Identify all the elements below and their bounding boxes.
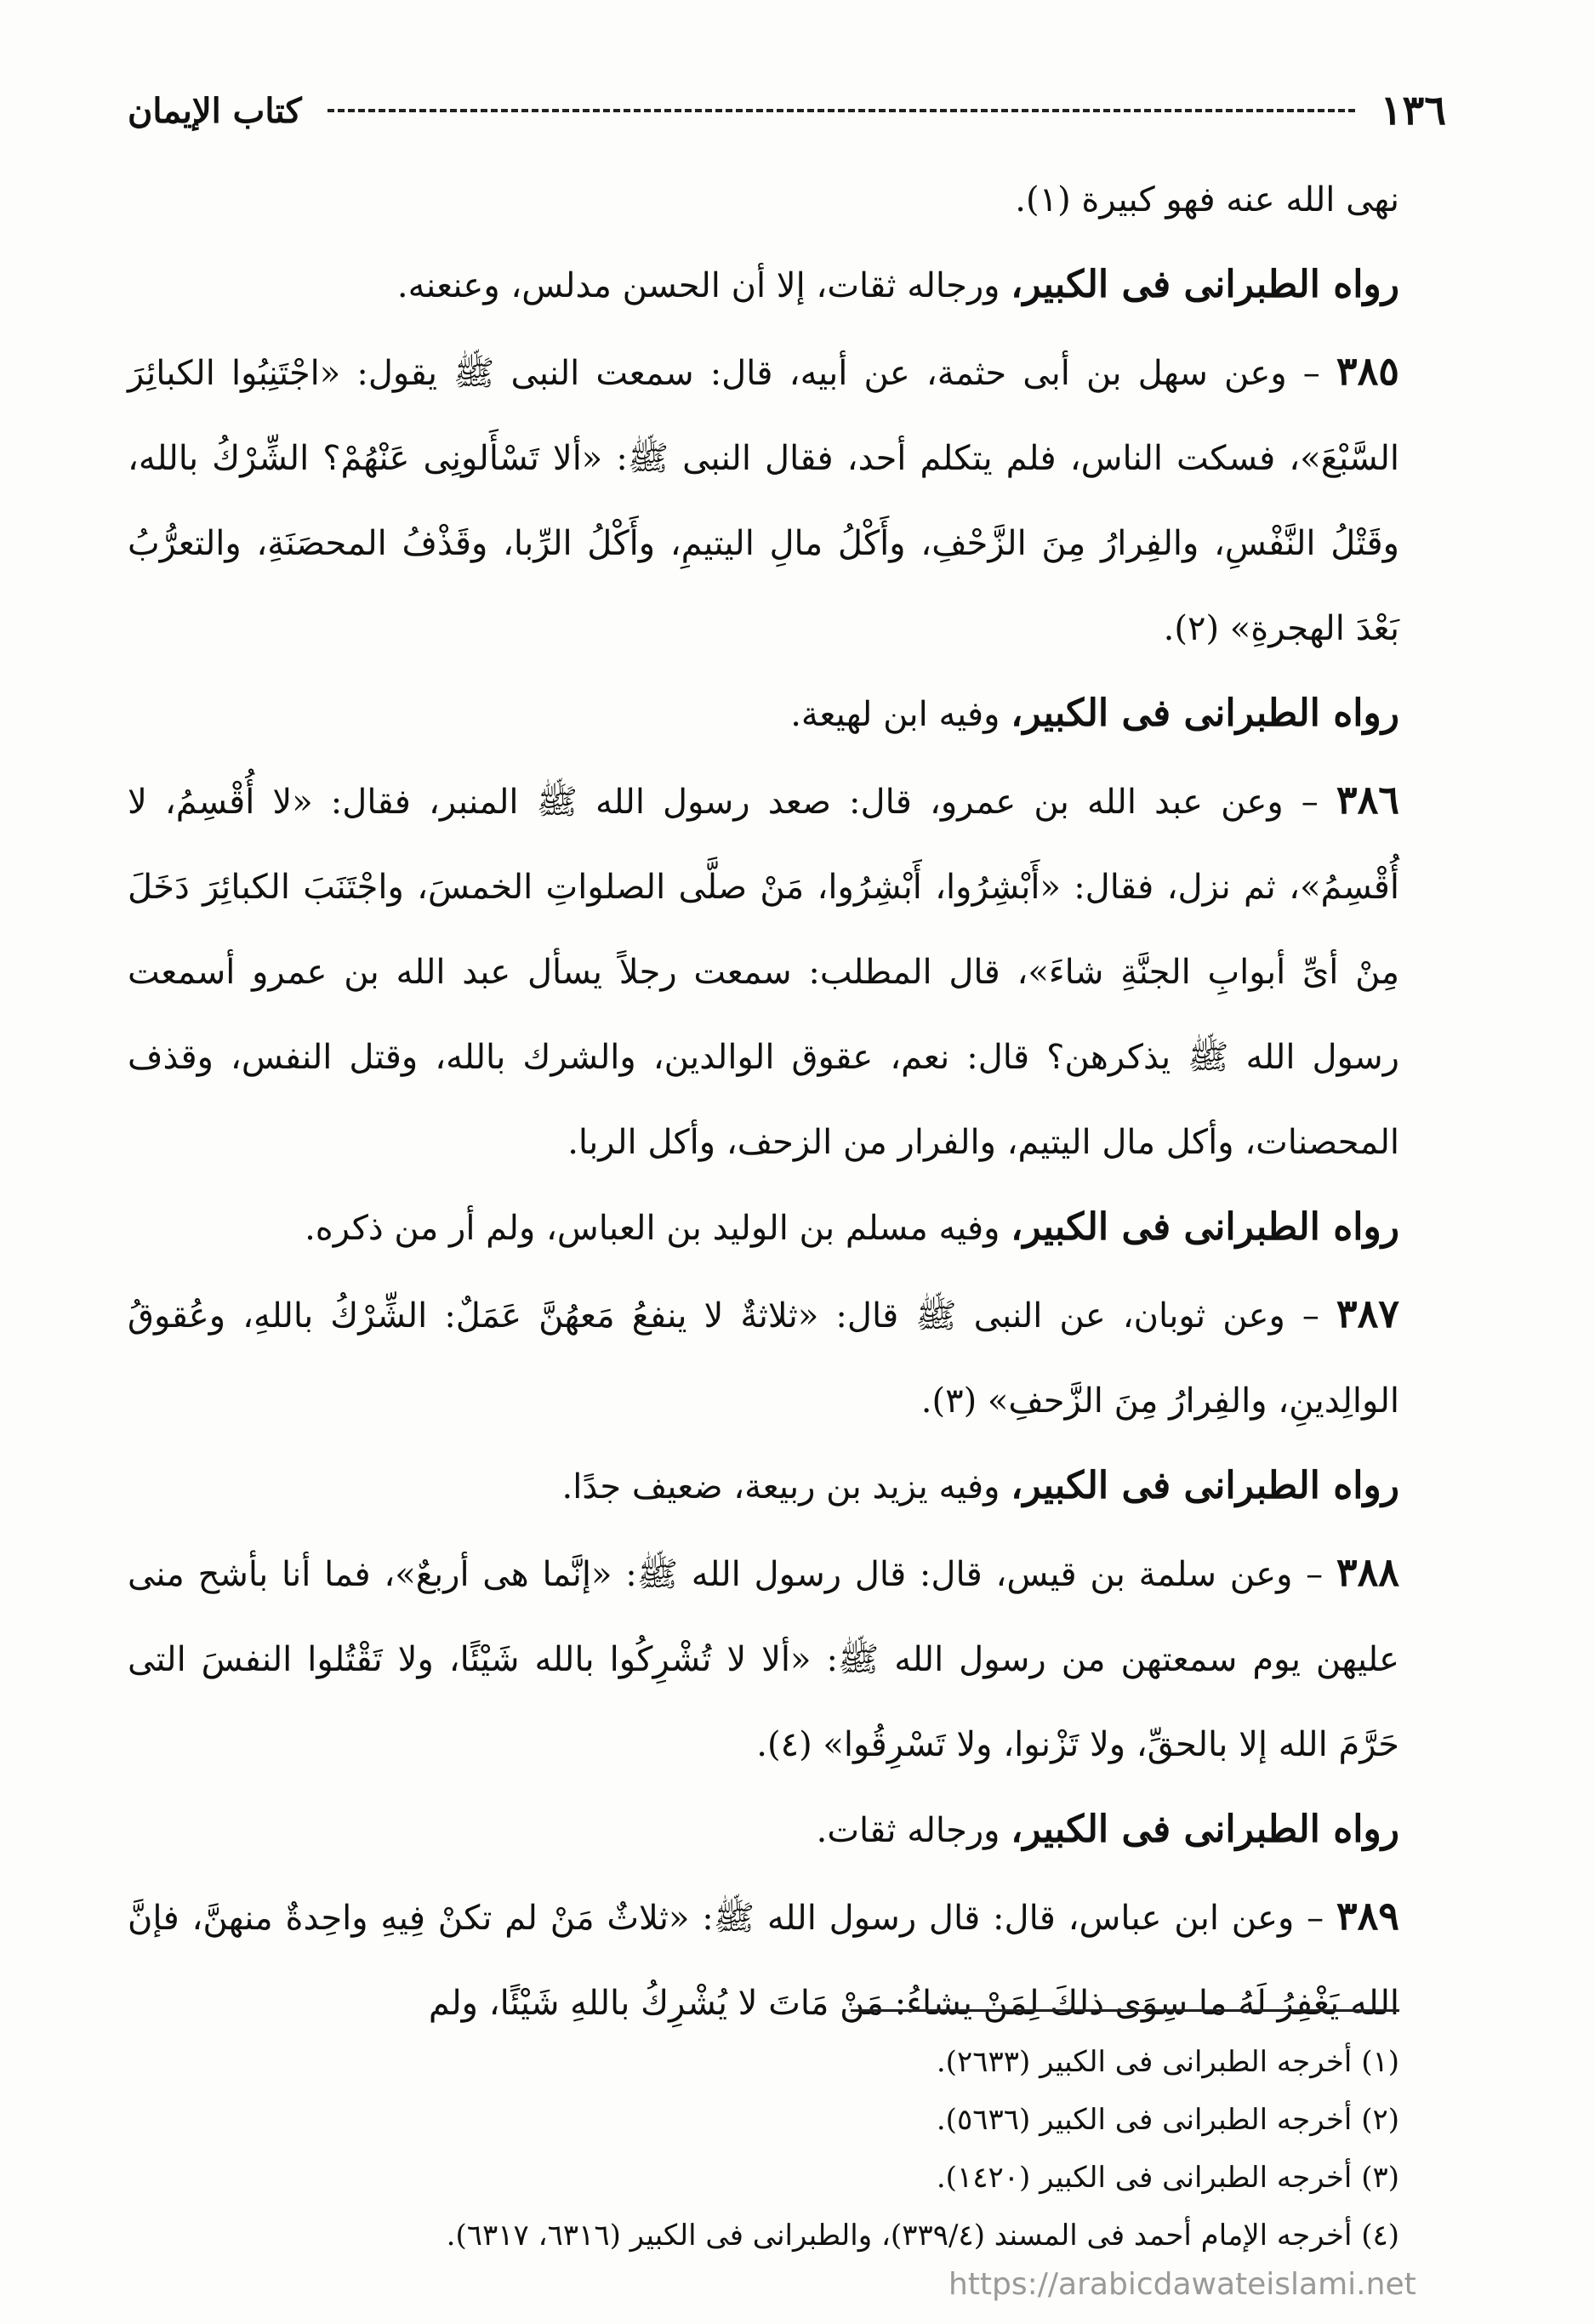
footnote-item: (١) أخرجه الطبرانى فى الكبير (٢٦٣٣). — [936, 2045, 1399, 2079]
source-note: رواه الطبرانى فى الكبير، ورجاله ثقات، إلا أن الحسن مدلس، وعنعنه. — [396, 263, 1399, 306]
hadith-paragraph: ٣٨٥ – وعن سهل بن أبى حثمة، عن أبيه، قال: سمعت النبى ﷺ يقول: «اجْتَنِبُوا الكبائِرَ السَّبْعَ»، فسكت الناس، فلم يتكلم أحد، فقال النبى ﷺ: «ألا تَسْأَلونِى عَنْهُمْ؟ الشِّرْكُ بالله، وقَتْلُ النَّفْسِ، والفِرارُ مِنَ الزَّحْفِ، وأَكْلُ مالِ اليتيمِ، وأَكْلُ الرِّبا، وقَذْفُ المحصَنَةِ، والتعرُّبُ بَعْدَ الهجرةِ» (٢). — [128, 348, 1399, 648]
source-note: رواه الطبرانى فى الكبير، وفيه ابن لهيعة. — [790, 692, 1399, 735]
hadith-paragraph: ٣٨٦ – وعن عبد الله بن عمرو، قال: صعد رسول الله ﷺ المنبر، فقال: «لا أُقْسِمُ، لا أُقْسِمُ»، ثم نزل، فقال: «أَبْشِرُوا، أَبْشِرُوا، مَنْ صلَّى الصلواتِ الخمسَ، واجْتَنَبَ الكبائِرَ دَخَلَ مِنْ أىِّ أبوابِ الجنَّةِ شاءَ»، قال المطلب: سمعت رجلاً يسأل عبد الله بن عمرو أسمعت رسول الله ﷺ يذكرهن؟ قال: نعم، عقوق الوالدين، والشرك بالله، وقتل النفس، وقذف المحصنات، وأكل مال اليتيم، والفرار من الزحف، وأكل الربا. — [128, 777, 1399, 1162]
source-note: رواه الطبرانى فى الكبير، ورجاله ثقات. — [816, 1808, 1399, 1851]
book-title: كتاب الإيمان — [128, 90, 302, 131]
hadith-paragraph: ٣٨٨ – وعن سلمة بن قيس، قال: قال رسول الله ﷺ: «إنَّما هى أربعٌ»، فما أنا بأشح منى عليهن يوم سمعتهن من رسول الله ﷺ: «ألا لا تُشْرِكُوا بالله شَيْئًا، ولا تَقْتُلوا النفسَ التى حَرَّمَ الله إلا بالحقِّ، ولا تَزْنوا، ولا تَسْرِقُوا» (٤). — [128, 1549, 1399, 1764]
source-note: رواه الطبرانى فى الكبير، وفيه يزيد بن ربيعة، ضعيف جدًا. — [561, 1464, 1399, 1507]
hadith-paragraph: ٣٨٧ – وعن ثوبان، عن النبى ﷺ قال: «ثلاثةٌ لا ينفعُ مَعهُنَّ عَمَلٌ: الشِّرْكُ باللهِ، وعُقوقُ الوالِدينِ، والفِرارُ مِنَ الزَّحفِ» (٣). — [128, 1290, 1399, 1421]
footnotes — [255, 2033, 1399, 2264]
page-header — [128, 81, 1446, 140]
footnote-item: (٤) أخرجه الإمام أحمد فى المسند (٣٣٩/٤)، والطبرانى فى الكبير (٦٣١٦، ٦٣١٧). — [446, 2219, 1399, 2253]
footnote-item: (٢) أخرجه الطبرانى فى الكبير (٥٦٣٦). — [936, 2103, 1399, 2137]
watermark-url: https://arabicdawateislami.net — [948, 2267, 1416, 2302]
footnote-item: (٣) أخرجه الطبرانى فى الكبير (١٤٢٠). — [936, 2161, 1399, 2195]
hadith-number: ٣٨٩ — [1336, 1893, 1399, 1939]
text-paragraph: نهى الله عنه فهو كبيرة (١). — [1015, 180, 1399, 219]
hadith-paragraph: ٣٨٩ – وعن ابن عباس، قال: قال رسول الله ﷺ: «ثلاثٌ مَنْ لم تكنْ فِيهِ واحِدةٌ منهنَّ، فإنَّ الله يَغْفِرُ لَهُ ما سِوَى ذلكَ لِمَنْ يشاءُ: مَنْ مَاتَ لا يُشْرِكُ باللهِ شَيْئًا، ولم — [128, 1893, 1399, 2023]
source-note: رواه الطبرانى فى الكبير، وفيه مسلم بن الوليد بن العباس، ولم أر من ذكره. — [305, 1205, 1399, 1249]
page-body — [128, 157, 1399, 2046]
footnote-separator — [851, 2009, 1399, 2012]
hadith-number: ٣٨٥ — [1336, 348, 1399, 394]
hadith-number: ٣٨٧ — [1336, 1290, 1399, 1336]
hadith-number: ٣٨٨ — [1336, 1549, 1399, 1595]
hadith-number: ٣٨٦ — [1336, 777, 1399, 823]
page-number: ١٣٦ — [1380, 87, 1446, 134]
header-rule — [328, 109, 1355, 112]
